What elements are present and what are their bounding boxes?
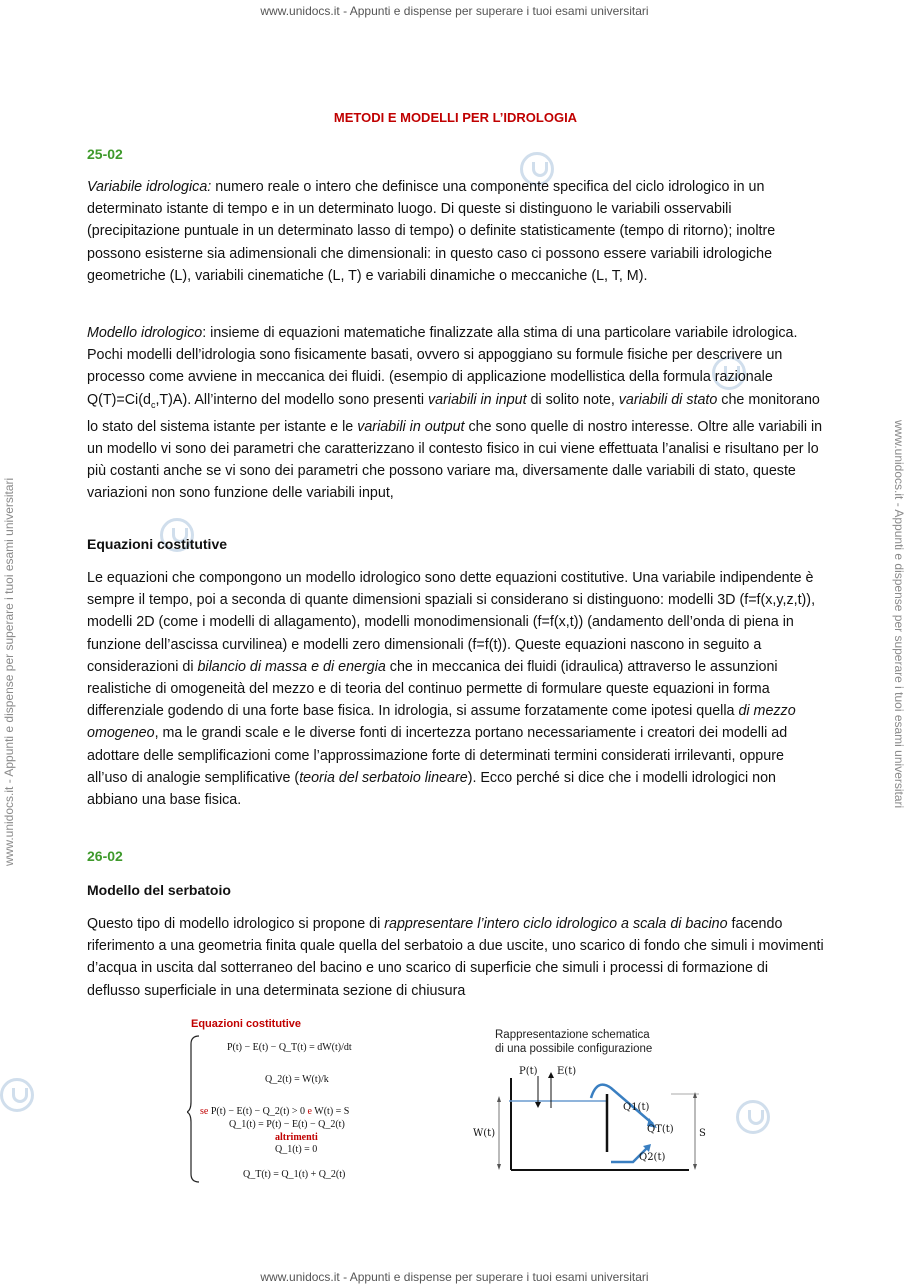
equation-qt: Q_T(t) = Q_1(t) + Q_2(t) bbox=[243, 1169, 346, 1180]
paragraph-variabile-idrologica bbox=[87, 176, 824, 287]
paragraph-modello-serbatoio bbox=[87, 913, 824, 1002]
label-q1: Q1(t) bbox=[623, 1102, 650, 1113]
watermark-logo-icon bbox=[0, 1078, 34, 1112]
text-segment: Questo tipo di modello idrologico si propone di bbox=[87, 916, 385, 932]
schema-title bbox=[495, 1028, 652, 1056]
text-segment: : insieme di equazioni matematiche finalizzate alla stima di una particolare variabile idrologica. Pochi modelli dell’idrologia sono fisicamente basati, ovvero si appoggiano su formule fisiche per descrivere un processo come avviene in meccanica dei fluidi. (esempio di applicazione modellistica della formula razionale Q(T)=Ci(d bbox=[87, 325, 798, 408]
equation-q1-zero: Q_1(t) = 0 bbox=[275, 1144, 318, 1155]
watermark-side-right: www.unidocs.it - Appunti e dispense per superare i tuoi esami universitari bbox=[892, 420, 906, 809]
reservoir-diagram bbox=[471, 1058, 717, 1186]
condition-right: W(t) = S bbox=[314, 1106, 350, 1117]
section-heading-equazioni: Equazioni costitutive bbox=[87, 536, 228, 552]
watermark-logo-icon bbox=[736, 1100, 770, 1134]
paragraph-equazioni-costitutive bbox=[87, 567, 824, 811]
condition-left: P(t) − E(t) − Q_2(t) > 0 bbox=[210, 1106, 305, 1117]
text-segment: ). Ecco perché si dice che i modelli idrologici non abbiano una base fisica. bbox=[87, 769, 777, 809]
text-segment: , ma le grandi scale e le diverse fonti di incertezza portano necessariamente i creatori dei modelli ad adottare delle semplificazioni come l’approssimazione forte di determinati termini considerati irrilevanti, oppure all’uso di analogie semplificative ( bbox=[87, 725, 788, 786]
schema-title-line-2: di una possibile configurazione bbox=[495, 1043, 653, 1055]
equation-bilancio: P(t) − E(t) − Q_T(t) = dW(t)/dt bbox=[227, 1042, 352, 1053]
term-variabili-stato: variabili di stato bbox=[618, 391, 718, 408]
keyword-se: se bbox=[200, 1106, 209, 1117]
label-qt: QT(t) bbox=[647, 1124, 674, 1135]
equation-condition bbox=[200, 1106, 349, 1117]
label-w: W(t) bbox=[473, 1128, 496, 1139]
label-p: P(t) bbox=[519, 1066, 538, 1077]
figure-equations-title: Equazioni costitutive bbox=[191, 1018, 302, 1030]
text-segment: che in meccanica dei fluidi (idraulica) attraverso le assunzioni realistiche di omogeneità del mezzo e di teoria del continuo permette di formulare queste equazioni in forma differenziale godendo di una forte base fisica. In idrologia, si assume forzatamente come ipotesi quella bbox=[87, 658, 778, 720]
term-serbatoio-lineare: teoria del serbatoio lineare bbox=[299, 769, 468, 786]
label-q2: Q2(t) bbox=[639, 1152, 666, 1163]
paragraph-modello-idrologico bbox=[87, 322, 824, 504]
brace-icon bbox=[187, 1014, 207, 1186]
term-ciclo-idrologico: rappresentare l’intero ciclo idrologico a scala di bacino bbox=[384, 916, 728, 932]
watermark-side-left: www.unidocs.it - Appunti e dispense per superare i tuoi esami universitari bbox=[2, 477, 16, 866]
schema-title-line-1: Rappresentazione schematica bbox=[495, 1029, 650, 1041]
text-segment: facendo riferimento a una geometria finita quale quella del serbatoio a due uscite, uno scarico di fondo che simuli i movimenti d’acqua in uscita dal sotterraneo del bacino e uno scarico di superficie che simuli i processi di formazione di deflusso superficiale in una determinata sezione di chiusura bbox=[87, 916, 824, 999]
text-segment: di solito note, bbox=[526, 391, 619, 408]
equation-q1: Q_1(t) = P(t) − E(t) − Q_2(t) bbox=[229, 1119, 345, 1130]
keyword-altrimenti: altrimenti bbox=[275, 1132, 318, 1143]
term-variabili-output: variabili in output bbox=[357, 418, 465, 435]
keyword-e: e bbox=[307, 1106, 312, 1117]
watermark-banner-top: www.unidocs.it - Appunti e dispense per superare i tuoi esami universitari bbox=[260, 4, 649, 18]
term-variabile-idrologica: Variabile idrologica: bbox=[87, 179, 212, 195]
label-s: S bbox=[699, 1128, 706, 1139]
watermark-banner-bottom: www.unidocs.it - Appunti e dispense per superare i tuoi esami universitari bbox=[260, 1270, 649, 1284]
text-segment: che sono quelle di nostro interesse. Oltre alle variabili in un modello vi sono dei parametri che caratterizzano il contesto fisico in cui viene effettuata l’analisi e risultano per lo più costanti anche se vi sono dei parametri che possono variare ma, diversamente dalle variabili di stato, queste variazioni non sono funzione delle variabili input, bbox=[87, 418, 823, 502]
text-segment: ,T)A). All’interno del modello sono presenti bbox=[155, 391, 429, 408]
date-heading-2: 26-02 bbox=[87, 848, 123, 864]
text-variabile-idrologica: numero reale o intero che definisce una componente specifica del ciclo idrologico in un determinato istante di tempo e in un determinato luogo. Di queste si distinguono le variabili osservabili (precipitazione puntuale in un determinato lasso di tempo) o definite statisticamente (tempo di ritorno); inoltre possono esisterne sia adimensionali che dimensionali: in questo caso ci possono essere variabili idrologiche geometriche (L), variabili cinematiche (L, T) e variabili dinamiche o meccaniche (L, T, M). bbox=[87, 179, 776, 284]
text-segment: che monitorano lo stato del sistema istante per istante e le bbox=[87, 391, 820, 435]
figure-serbatoio bbox=[187, 1014, 717, 1186]
date-heading-1: 25-02 bbox=[87, 146, 123, 162]
equation-q2: Q_2(t) = W(t)/k bbox=[265, 1074, 329, 1085]
term-mezzo-omogeneo: di mezzo omogeneo bbox=[87, 703, 796, 742]
subscript-c: c bbox=[150, 399, 156, 410]
term-modello-idrologico: Modello idrologico bbox=[87, 325, 203, 341]
term-bilancio: bilancio di massa e di energia bbox=[197, 658, 386, 675]
section-heading-serbatoio: Modello del serbatoio bbox=[87, 882, 231, 898]
text-segment: Le equazioni che compongono un modello idrologico sono dette equazioni costitutive. Una variabile indipendente è sempre il tempo, poi a seconda di quante dimensioni spaziali si considerano si distinguono: modelli 3D (f=f(x,y,z,t)), modelli 2D (come i modelli di allagamento), modelli monodimensionali (f=f(x,t)) (andamento dell’onda di piena in funzione dell’ascissa curvilinea) e modelli zero dimensionali (f=f(t)). Queste equazioni nascono in seguito a considerazioni di bbox=[87, 570, 816, 675]
label-e: E(t) bbox=[557, 1066, 577, 1077]
term-variabili-input: variabili in input bbox=[428, 391, 527, 408]
page-title: METODI E MODELLI PER L’IDROLOGIA bbox=[333, 110, 578, 125]
